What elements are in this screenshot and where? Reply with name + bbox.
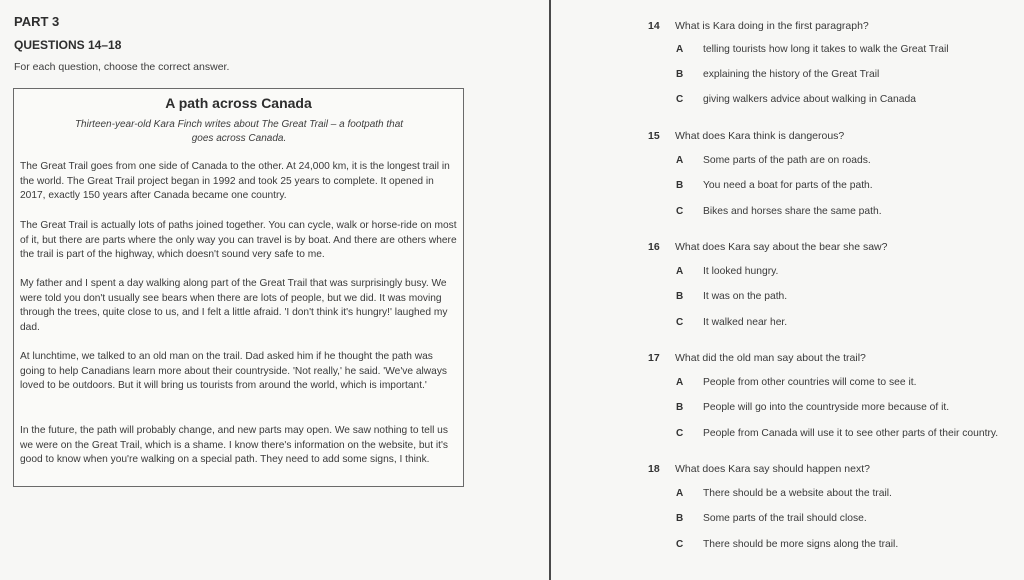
option-text[interactable]: People will go into the countryside more because of it. <box>703 402 950 413</box>
option-text[interactable]: giving walkers advice about walking in Canada <box>703 94 916 105</box>
question-text: What did the old man say about the trail? <box>675 352 866 364</box>
option-letter[interactable]: C <box>676 317 684 328</box>
article-paragraph: The Great Trail goes from one side of Canada to the other. At 24,000 km, it is the longest trail in the world. The Great Trail project began in 1992 and took 25 years to complete. It opened in 2017, exactly 150 years after Canada became one country. <box>20 161 450 202</box>
option-text[interactable]: There should be more signs along the trail. <box>703 539 899 550</box>
option-text[interactable]: It was on the path. <box>703 291 788 302</box>
option-text[interactable]: Some parts of the trail should close. <box>703 513 867 524</box>
option-letter[interactable]: B <box>676 513 684 524</box>
option-letter[interactable]: A <box>676 44 684 55</box>
question-text: What does Kara think is dangerous? <box>675 130 845 142</box>
option-letter[interactable]: A <box>676 377 684 388</box>
question-text: What does Kara say should happen next? <box>675 463 870 475</box>
question-text: What does Kara say about the bear she saw? <box>675 241 888 253</box>
option-text[interactable]: Some parts of the path are on roads. <box>703 155 871 166</box>
option-letter[interactable]: A <box>676 488 684 499</box>
right-page <box>552 0 1024 580</box>
part-title: PART 3 <box>14 14 60 29</box>
question-text: What is Kara doing in the first paragraph? <box>675 20 869 32</box>
question-number: 14 <box>648 20 660 32</box>
article-paragraph: My father and I spent a day walking along part of the Great Trail that was surprisingly busy. We were told you don't usually see bears when there are lots of people, but we did. It was moving through the trees, quite close to us, and I felt a little afraid. 'I don't think it's hungry!' laughed my dad. <box>20 278 448 333</box>
option-letter[interactable]: B <box>676 69 684 80</box>
option-letter[interactable]: B <box>676 180 684 191</box>
article-paragraph: At lunchtime, we talked to an old man on the trail. Dad asked him if he thought the path was going to help Canadians learn more about their countryside. 'Not really,' he said. 'We've always loved to be outdoors. But it will bring us tourists from around the world, which is important.' <box>20 351 448 392</box>
option-text[interactable]: Bikes and horses share the same path. <box>703 206 882 217</box>
option-text[interactable]: It walked near her. <box>703 317 788 328</box>
option-text[interactable]: telling tourists how long it takes to walk the Great Trail <box>703 44 949 55</box>
article-paragraph: The Great Trail is actually lots of paths joined together. You can cycle, walk or horse-ride on most of it, but there are parts where the only way you can travel is by boat. And there are others where the trail is part of the highway, which doesn't sound very safe to me. <box>20 220 457 261</box>
option-letter[interactable]: C <box>676 206 684 217</box>
article-paragraph: In the future, the path will probably change, and new parts may open. We saw nothing to tell us we were on the Great Trail, which is a shame. I know there's information on the website, but it's good to know when you're walking on a special path. They need to add some signs, I think. <box>20 425 449 466</box>
question-number: 18 <box>648 463 660 475</box>
option-letter[interactable]: B <box>676 402 684 413</box>
option-letter[interactable]: A <box>676 155 684 166</box>
option-text[interactable]: You need a boat for parts of the path. <box>703 180 873 191</box>
option-letter[interactable]: C <box>676 539 684 550</box>
article-title: A path across Canada <box>165 95 312 111</box>
option-letter[interactable]: B <box>676 291 684 302</box>
page-divider <box>549 0 551 580</box>
instructions: For each question, choose the correct answer. <box>14 61 230 73</box>
option-text[interactable]: People from other countries will come to see it. <box>703 377 917 388</box>
option-text[interactable]: It looked hungry. <box>703 266 779 277</box>
option-letter[interactable]: C <box>676 428 684 439</box>
option-letter[interactable]: C <box>676 94 684 105</box>
question-number: 17 <box>648 352 660 364</box>
question-number: 16 <box>648 241 660 253</box>
question-number: 15 <box>648 130 660 142</box>
option-letter[interactable]: A <box>676 266 684 277</box>
option-text[interactable]: There should be a website about the trail. <box>703 488 892 499</box>
article-subtitle: Thirteen-year-old Kara Finch writes about The Great Trail – a footpath that goes across Canada. <box>74 119 404 144</box>
option-text[interactable]: explaining the history of the Great Trail <box>703 69 880 80</box>
option-text[interactable]: People from Canada will use it to see other parts of their country. <box>703 428 999 439</box>
questions-range: QUESTIONS 14–18 <box>14 38 122 52</box>
article-box <box>13 88 464 487</box>
